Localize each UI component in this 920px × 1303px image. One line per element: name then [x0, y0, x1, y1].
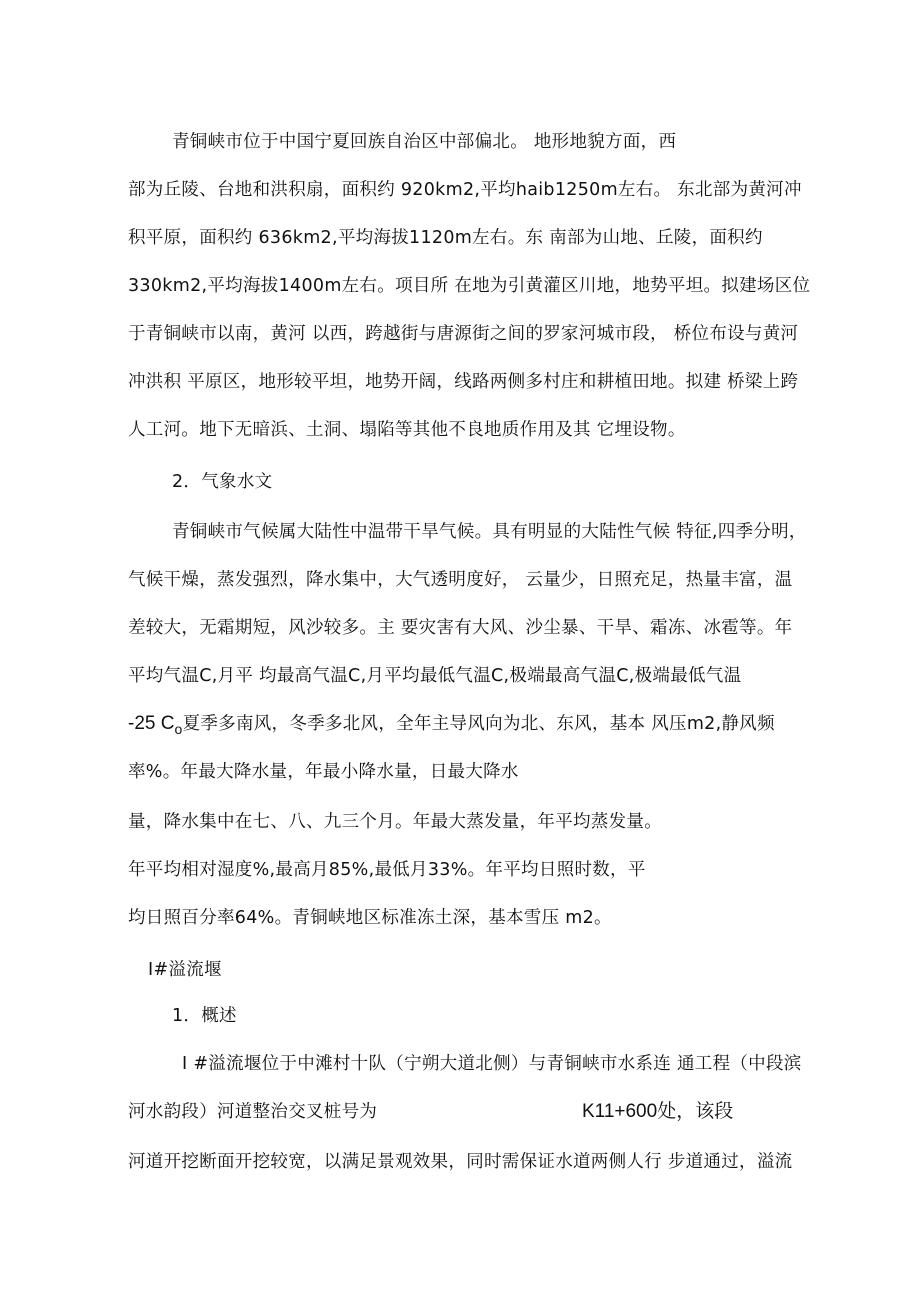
text-line: 河道开挖断面开挖较宽，以满足景观效果，同时需保证水道两侧人行 步道通过，溢流	[128, 1152, 793, 1172]
text-line: 均日照百分率64%。青铜峡地区标准冻土深，基本雪压 m2。	[128, 908, 612, 928]
text-line: 平均气温C,月平 均最高气温C,月平均最低气温C,极端最高气温C,极端最低气温	[128, 666, 742, 686]
text-line: I #溢流堰位于中滩村十队（宁朔大道北侧）与青铜峡市水系连 通工程（中段滨	[182, 1054, 802, 1074]
text-line: 青铜峡市气候属大陆性中温带干旱气候。具有明显的大陆性气候 特征,四季分明，	[172, 522, 807, 542]
text-line: 河水韵段）河道整治交叉桩号为	[128, 1102, 378, 1122]
text-line: 人工河。地下无暗浜、土洞、塌陷等其他不良地质作用及其 它埋设物。	[128, 420, 686, 440]
text-fragment: 夏季多南风，冬季多北风，全年主导风向为北、东风，基本 风压m2,静风频	[182, 714, 775, 734]
temperature-value: -25 C	[128, 713, 175, 734]
text-line: 青铜峡市位于中国宁夏回族自治区中部偏北。 地形地貌方面，西	[172, 132, 677, 152]
text-line: 年平均相对湿度%,最高月85%,最低月33%。年平均日照时数，平	[128, 860, 646, 880]
text-line: 气候干燥，蒸发强烈，降水集中，大气透明度好， 云量少，日照充足，热量丰富，温	[128, 570, 793, 590]
stake-number: K11+600处，该段	[582, 1101, 734, 1122]
text-line: 差较大，无霜期短，风沙较多。主 要灾害有大风、沙尘暴、干旱、霜冻、冰雹等。年	[128, 618, 793, 638]
subscript-mark: o	[174, 721, 183, 737]
text-line	[128, 712, 775, 736]
text-line: 330km2,平均海拔1400m左右。项目所 在地为引黄灌区川地，地势平坦。拟建场区位	[128, 276, 811, 296]
subsection-heading: 1．概述	[172, 1006, 237, 1026]
text-line: 部为丘陵、台地和洪积扇，面积约 920km2,平均haib1250m左右。 东北部为黄河冲	[128, 180, 802, 200]
text-line: 于青铜峡市以南，黄河 以西，跨越街与唐源街之间的罗家河城市段， 桥位布设与黄河	[128, 324, 799, 344]
text-line: 冲洪积 平原区，地形较平坦，地势开阔，线路两侧多村庄和耕植田地。拟建 桥梁上跨	[128, 372, 799, 392]
section-heading: I#溢流堰	[148, 960, 222, 980]
text-line: 量，降水集中在七、八、九三个月。年最大蒸发量，年平均蒸发量。	[128, 812, 662, 832]
text-line: 率%。年最大降水量，年最小降水量，日最大降水	[128, 762, 519, 782]
text-line: 积平原，面积约 636km2,平均海拔1120m左右。东 南部为山地、丘陵，面积约	[128, 228, 763, 248]
section-heading: 2．气象水文	[172, 472, 273, 492]
